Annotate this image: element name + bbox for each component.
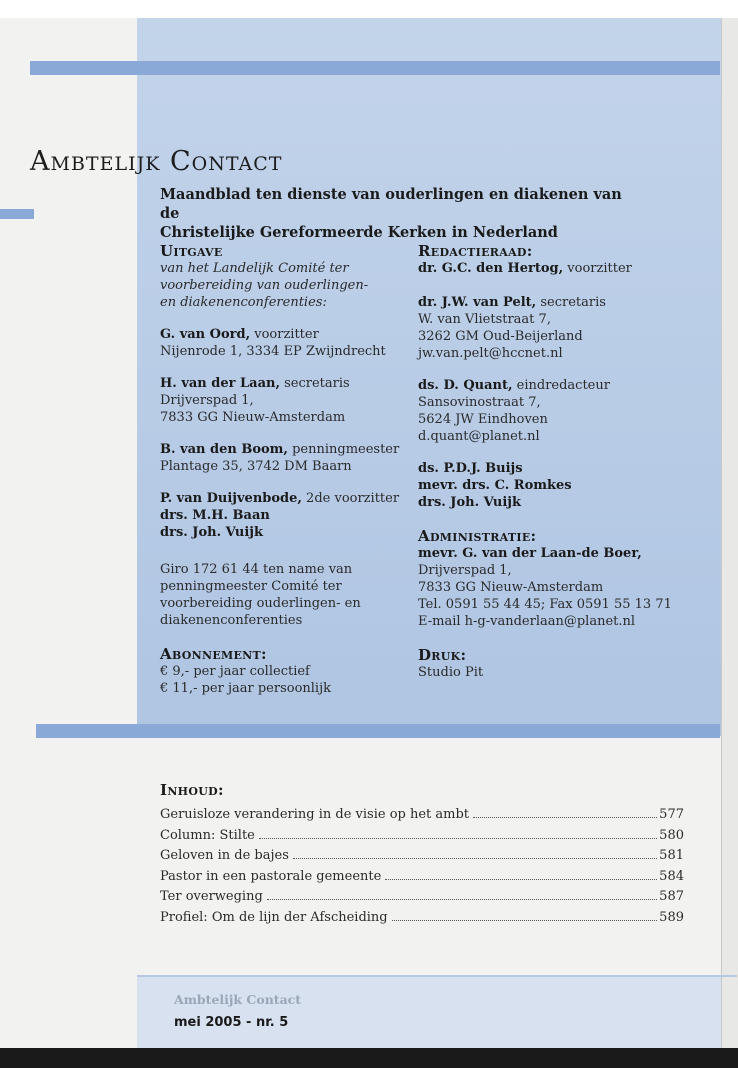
contact-name: H. van der Laan, [160, 376, 280, 391]
contact-name: dr. J.W. van Pelt, [418, 295, 537, 310]
abonnement-price: € 11,- per jaar persoonlijk [160, 681, 331, 696]
top-margin [0, 0, 738, 18]
middle-stripe [36, 724, 720, 738]
uitgave-intro: van het Landelijk Comité ter [160, 261, 349, 276]
page-edge [721, 18, 738, 1048]
giro-text: Giro 172 61 44 ten name van [160, 562, 353, 577]
contact-role: voorzitter [250, 327, 319, 342]
giro-text: diakenenconferenties [160, 613, 303, 628]
contact-address: Sansovinostraat 7, [418, 395, 541, 410]
left-column [160, 242, 420, 697]
contact-romkes: mevr. drs. C. Romkes [418, 478, 572, 493]
contact-email: jw.van.pelt@hccnet.nl [418, 346, 563, 361]
toc-leader [385, 878, 657, 880]
toc-row [160, 867, 684, 888]
toc-leader [259, 837, 657, 839]
contact-address: Nijenrode 1, 3334 EP Zwijndrecht [160, 344, 386, 359]
toc-page: 581 [659, 848, 684, 864]
druk-value: Studio Pit [418, 665, 484, 680]
subtitle [160, 185, 630, 242]
contact-address: 3262 GM Oud-Beijerland [418, 329, 583, 344]
administratie-email: E-mail h-g-vanderlaan@planet.nl [418, 614, 636, 629]
table-of-contents [160, 781, 684, 929]
toc-row [160, 805, 684, 826]
administratie-tel: Tel. 0591 55 44 45; Fax 0591 55 13 71 [418, 597, 672, 612]
toc-title: Pastor in een pastorale gemeente [160, 868, 382, 884]
toc-title: Geloven in de bajes [160, 848, 289, 864]
toc-row [160, 887, 684, 908]
subtitle-line: Maandblad ten dienste van ouderlingen en diakenen van de [160, 186, 622, 222]
contact-pelt [418, 294, 718, 311]
toc-title: Profiel: Om de lijn der Afscheiding [160, 909, 388, 925]
contact-buijs: ds. P.D.J. Buijs [418, 461, 523, 476]
contact-address: Drijverspad 1, [160, 393, 254, 408]
giro-text: penningmeester Comité ter [160, 579, 342, 594]
contact-address: 7833 GG Nieuw-Amsterdam [160, 410, 346, 425]
administratie-address: Drijverspad 1, [418, 563, 512, 578]
contact-role: secretaris [280, 376, 350, 391]
right-column [418, 242, 718, 681]
contact-name: B. van den Boom, [160, 442, 288, 457]
abonnement-heading: Abonnement: [160, 645, 267, 663]
toc-page: 577 [659, 807, 684, 822]
abonnement-price: € 9,- per jaar collectief [160, 664, 310, 679]
redactieraad-heading: Redactieraad: [418, 242, 533, 260]
footer-issue: mei 2005 - nr. 5 [174, 1015, 289, 1030]
contact-name: P. van Duijvenbode, [160, 491, 302, 506]
toc-page: 584 [659, 868, 684, 884]
toc-title: Column: Stilte [160, 827, 255, 843]
contact-role: penningmeester [287, 442, 400, 457]
contact-vuijk: drs. Joh. Vuijk [418, 495, 521, 510]
toc-leader [293, 857, 657, 859]
footer-publication-name: Ambtelijk Contact [174, 992, 302, 1007]
contact-baan: drs. M.H. Baan [160, 508, 270, 523]
toc-title: Geruisloze verandering in de visie op het ambt [160, 807, 470, 822]
contact-duijvenbode [160, 490, 420, 507]
toc-row [160, 826, 684, 847]
uitgave-intro: voorbereiding van ouderlingen- [160, 278, 369, 293]
toc-leader [473, 816, 657, 818]
contact-role: eindredacteur [512, 378, 610, 393]
contact-quant [418, 377, 718, 394]
contact-role: voorzitter [563, 261, 632, 276]
contact-laan [160, 375, 420, 392]
contact-name: ds. D. Quant, [418, 378, 513, 393]
contact-role: 2de voorzitter [301, 491, 400, 506]
toc-page: 589 [659, 909, 684, 925]
contact-address: Plantage 35, 3742 DM Baarn [160, 459, 352, 474]
contact-address: 5624 JW Eindhoven [418, 412, 548, 427]
footer-left-panel [0, 977, 137, 1048]
inhoud-heading: Inhoud: [160, 781, 224, 799]
administratie-heading: Administratie: [418, 527, 537, 545]
uitgave-heading: Uitgave [160, 242, 223, 260]
toc-leader [267, 898, 657, 900]
toc-leader [392, 919, 658, 921]
footer-panel [137, 977, 721, 1048]
top-stripe [30, 61, 720, 75]
left-accent-stripe [0, 209, 34, 219]
contact-name: dr. G.C. den Hertog, [418, 261, 564, 276]
administratie-name: mevr. G. van der Laan-de Boer, [418, 546, 642, 561]
toc-row [160, 908, 684, 929]
page-title: Ambtelijk Contact [30, 146, 283, 177]
bottom-margin [0, 1048, 738, 1068]
contact-email: d.quant@planet.nl [418, 429, 540, 444]
toc-row [160, 846, 684, 867]
druk-heading: Druk: [418, 646, 467, 664]
administratie-address: 7833 GG Nieuw-Amsterdam [418, 580, 604, 595]
contact-vuijk: drs. Joh. Vuijk [160, 525, 263, 540]
uitgave-intro: en diakenenconferenties: [160, 295, 327, 310]
giro-text: voorbereiding ouderlingen- en [160, 596, 361, 611]
contact-boom [160, 441, 420, 458]
contact-role: secretaris [536, 295, 606, 310]
toc-page: 580 [659, 827, 684, 843]
contact-name: G. van Oord, [160, 327, 251, 342]
contact-hertog [418, 260, 718, 277]
toc-title: Ter overweging [160, 889, 263, 905]
subtitle-line: Christelijke Gereformeerde Kerken in Nederland [160, 224, 558, 241]
contact-address: W. van Vlietstraat 7, [418, 312, 551, 327]
toc-page: 587 [659, 889, 684, 905]
contact-oord [160, 326, 420, 343]
